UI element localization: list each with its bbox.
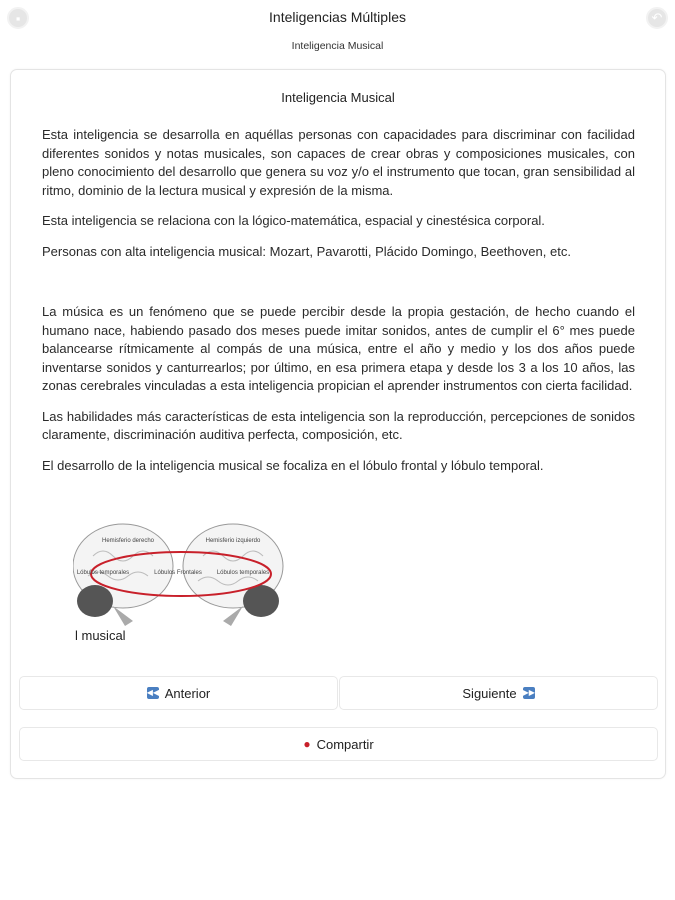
rewind-icon: ◀◀ [146,688,160,697]
next-label: Siguiente [462,685,517,701]
article-body [42,126,635,487]
brain-label: Hemisferio derecho [101,538,155,544]
brain-label: Lóbulos Frontales [154,570,202,576]
paragraph: Esta inteligencia se desarrolla en aquéllas personas con capacidades para discriminar con facilidad diferentes sonidos y notas musicales, son capaces de crear obras y composiciones musicales, con pleno conocimiento del desarrollo que genera su voz y/o el instrumento que tocan, gran sensibilidad al ritmo, dominio de la lectura musical y expresión de la misma. [42,127,635,198]
share-button[interactable] [19,727,658,761]
paragraph: Esta inteligencia se relaciona con la lógico-matemática, espacial y cinestésica corporal. [42,213,545,228]
brain-label: Hemisferio izquierdo [205,538,261,544]
card-heading: Inteligencia Musical [281,90,395,105]
page-subtitle: Inteligencia Musical [291,40,384,52]
back-button[interactable] [646,7,668,29]
share-icon: ● [303,737,311,751]
paragraph: La música es un fenómeno que se puede percibir desde la propia gestación, de hecho cuando el humano nace, habiendo pasado dos meses puede imitar sonidos, antes de cumplir el 6° mes puede balancearse rítmicamente al compás de una música, entre el año y medio y los dos años puede inventarse sonidos y canturrearlos; por último, en esa primera etapa y desde los 3 a los 10 años, las zonas cerebrales vinculadas a esta inteligencia propician el aprender instrumentos con cierta facilidad. [42,304,635,393]
brain-image [73,516,293,628]
paragraph: El desarrollo de la inteligencia musical se focaliza en el lóbulo frontal y lóbulo temporal. [42,457,544,473]
content-card [10,69,666,779]
paragraph: Las habilidades más características de esta inteligencia son la reproducción, percepciones de sonidos claramente, discriminación auditiva perfecta, composición, etc. [42,408,635,442]
paragraph: Personas con alta inteligencia musical: Mozart, Pavarotti, Plácido Domingo, Beethoven, etc. [42,243,571,259]
undo-icon: ↶ [651,10,663,25]
menu-icon: ▪ [15,10,21,26]
share-label: Compartir [316,736,374,752]
image-caption: l musical [75,628,126,643]
next-button[interactable] [339,676,658,710]
brain-label: Lóbulos temporales [76,570,130,576]
app-title: Inteligencias Múltiples [269,9,406,25]
previous-button[interactable] [19,676,338,710]
brain-label: Lóbulos temporales [216,570,270,576]
fast-forward-icon: ▶▶ [522,688,535,697]
previous-label: Anterior [164,685,211,701]
